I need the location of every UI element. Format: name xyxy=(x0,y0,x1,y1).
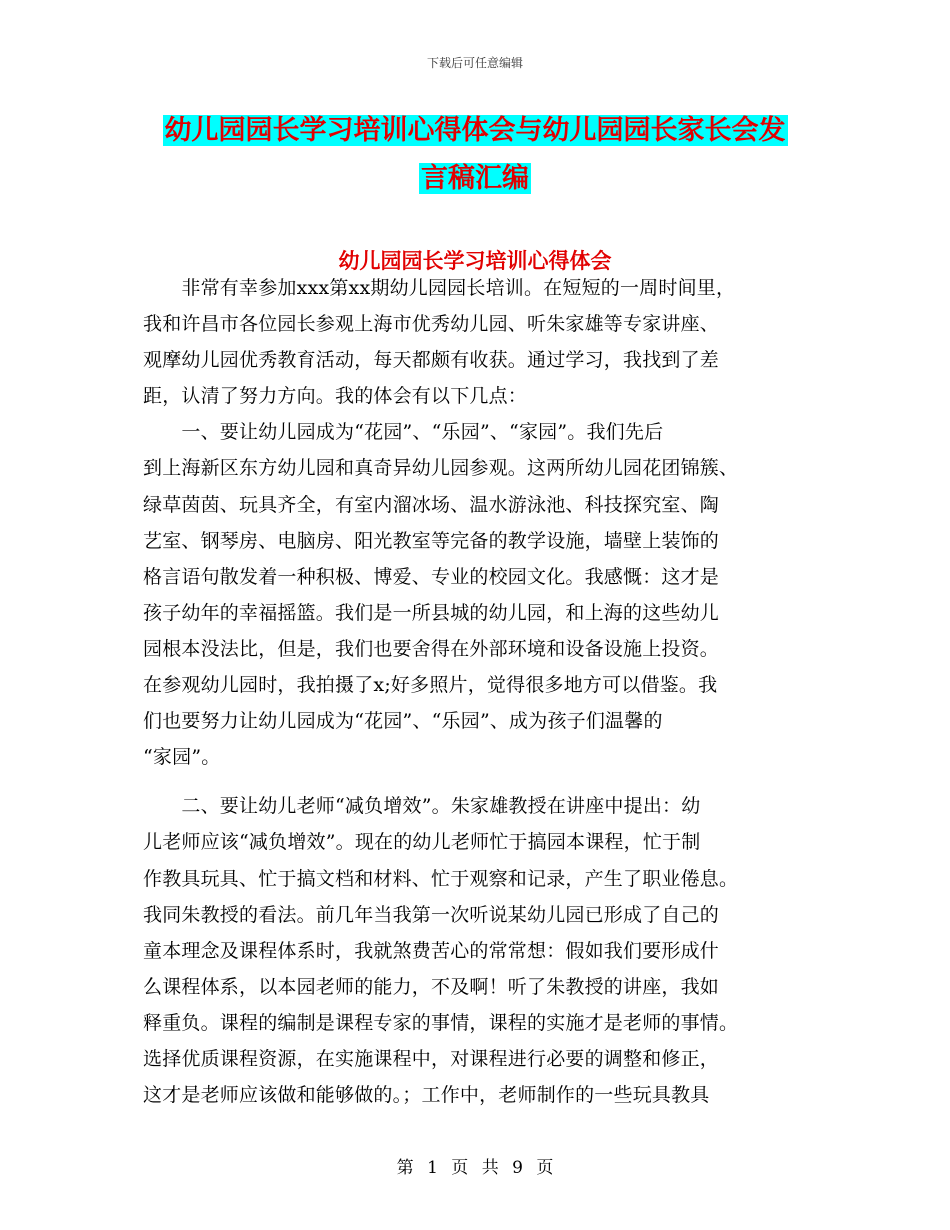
section-title: 幼儿园园长学习培训心得体会 xyxy=(338,249,612,273)
text-line: 儿老师应该“减负增效”。现在的幼儿老师忙于搞园本课程，忙于制 xyxy=(143,831,701,854)
text-line: 观摩幼儿园优秀教育活动，每天都颇有收获。通过学习，我找到了差 xyxy=(143,349,720,372)
text-line: 么课程体系，以本园老师的能力，不及啊！听了朱教授的讲座，我如 xyxy=(143,975,720,998)
text-line: “家园”。 xyxy=(143,746,221,769)
text-line: 这才是老师应该做和能够做的。；工作中，老师制作的一些玩具教具 xyxy=(143,1084,710,1107)
text-line: 艺室、钢琴房、电脑房、阳光教室等完备的教学设施，墙壁上装饰的 xyxy=(143,529,720,552)
text-line: 距，认清了努力方向。我的体会有以下几点： xyxy=(143,385,528,408)
text-line: 们也要努力让幼儿园成为“花园”、“乐园”、成为孩子们温馨的 xyxy=(143,710,663,733)
title-line-1: 幼儿园园长学习培训心得体会与幼儿园园长家长会发 xyxy=(164,115,786,146)
document-title xyxy=(140,107,810,203)
text-line: 释重负。课程的编制是课程专家的事情，课程的实施才是老师的事情。 xyxy=(143,1011,739,1034)
text-line: 孩子幼年的幸福摇篮。我们是一所县城的幼儿园，和上海的这些幼儿 xyxy=(143,601,720,624)
page-footer: 第 1 页 共 9 页 xyxy=(396,1158,554,1178)
text-line: 作教具玩具、忙于搞文档和材料、忙于观察和记录，产生了职业倦息。 xyxy=(143,867,739,890)
header-note: 下载后可任意编辑 xyxy=(426,56,523,70)
text-line: 二、要让幼儿老师“减负增效”。朱家雄教授在讲座中提出：幼 xyxy=(143,795,701,818)
text-line: 选择优质课程资源，在实施课程中，对课程进行必要的调整和修正， xyxy=(143,1047,720,1070)
text-line: 童本理念及课程体系时，我就煞费苦心的常常想：假如我们要形成什 xyxy=(143,939,720,962)
text-line: 我和许昌市各位园长参观上海市优秀幼儿园、听朱家雄等专家讲座、 xyxy=(143,313,720,336)
text-line: 一、要让幼儿园成为“花园”、“乐园”、“家园”。我们先后 xyxy=(143,421,664,444)
body-text xyxy=(143,270,823,1113)
text-line: 到上海新区东方幼儿园和真奇异幼儿园参观。这两所幼儿园花团锦簇、 xyxy=(143,457,739,480)
text-line: 我同朱教授的看法。前几年当我第一次听说某幼儿园已形成了自己的 xyxy=(143,903,720,926)
text-line: 园根本没法比，但是，我们也要舍得在外部环境和设备设施上投资。 xyxy=(143,637,720,660)
text-line: 绿草茵茵、玩具齐全，有室内溜冰场、温水游泳池、科技探究室、陶 xyxy=(143,493,720,516)
text-line: 非常有幸参加xxx第xx期幼儿园园长培训。在短短的一周时间里， xyxy=(143,277,736,299)
text-line: 在参观幼儿园时，我拍摄了x;好多照片，觉得很多地方可以借鉴。我 xyxy=(143,674,718,697)
title-line-2: 言稿汇编 xyxy=(421,163,529,194)
paragraph-gap xyxy=(143,775,823,788)
text-line: 格言语句散发着一种积极、博爱、专业的校园文化。我感慨：这才是 xyxy=(143,565,720,588)
